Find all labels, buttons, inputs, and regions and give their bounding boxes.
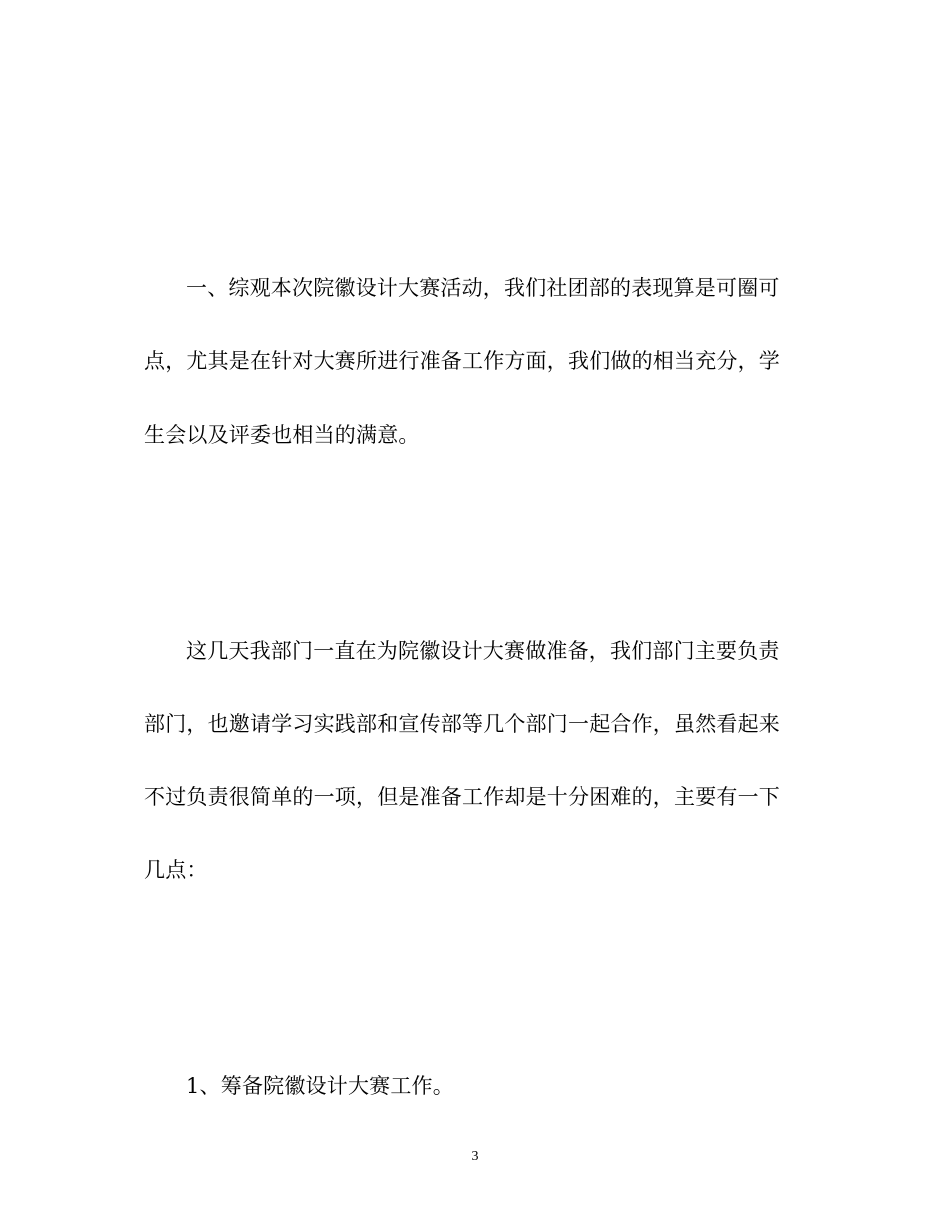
paragraph-2-line-2: 部门，也邀请学习实践部和宣传部等几个部门一起合作，虽然看起来 xyxy=(144,712,780,736)
page-number: 3 xyxy=(471,1149,479,1164)
paragraph-1-line-2: 点，尤其是在针对大赛所进行准备工作方面，我们做的相当充分，学 xyxy=(144,349,780,373)
paragraph-2-line-3: 不过负责很简单的一项，但是准备工作却是十分困难的，主要有一下 xyxy=(144,785,780,809)
paragraph-3-line-1: 1、筹备院徽设计大赛工作。 xyxy=(186,1074,454,1098)
paragraph-1-line-1: 一、综观本次院徽设计大赛活动，我们社团部的表现算是可圈可 xyxy=(186,276,780,300)
paragraph-2-line-4: 几点： xyxy=(144,858,208,882)
paragraph-2-line-1: 这几天我部门一直在为院徽设计大赛做准备，我们部门主要负责 xyxy=(186,639,780,663)
paragraph-1-line-3: 生会以及评委也相当的满意。 xyxy=(144,423,420,447)
